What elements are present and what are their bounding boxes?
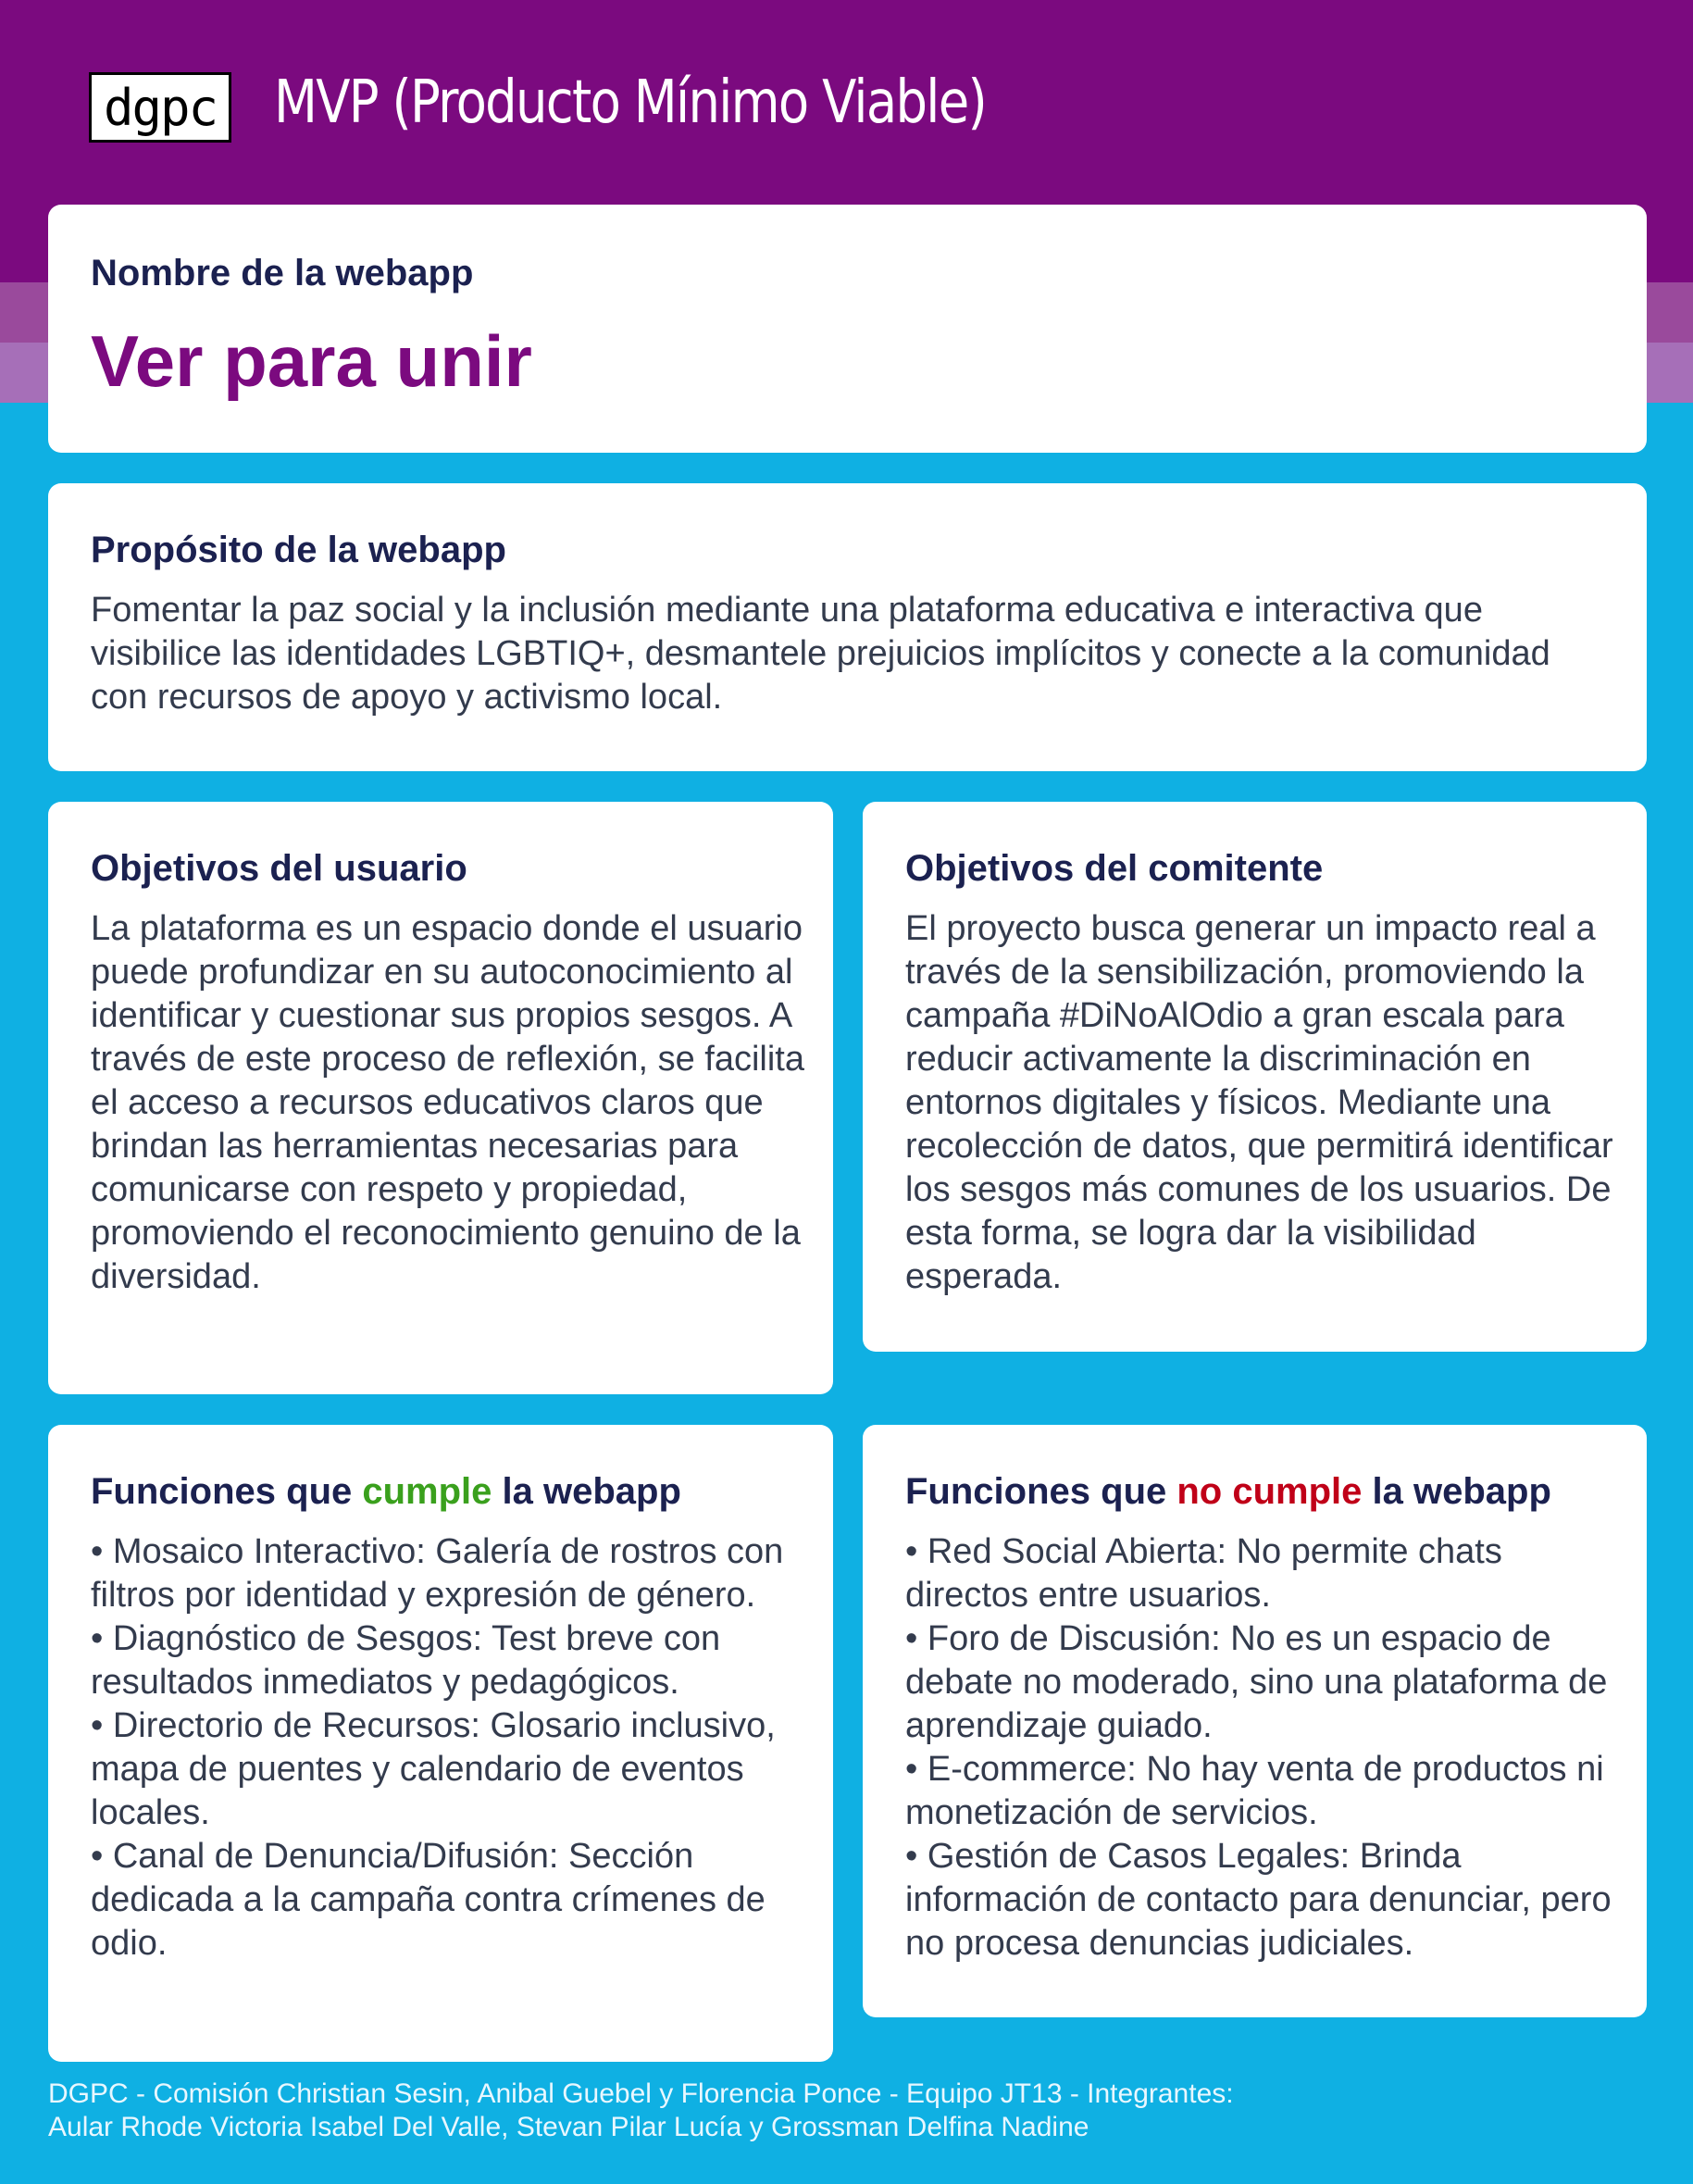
client-goals-text: El proyecto busca generar un impacto real a través de la sensibilización, promoviendo la campaña #DiNoAlOdio a gran escala para reducir activamente la discriminación en entornos digitales y físicos. Mediante una recolección de datos, que permitirá identificar los sesgos más comunes de los usuarios. De esta forma, se logra dar la visibilidad esperada. xyxy=(905,909,1613,1296)
client-goals-heading: Objetivos del comitente xyxy=(905,848,1324,889)
page-title: MVP (Producto Mínimo Viable) xyxy=(274,69,987,137)
list-item: • Mosaico Interactivo: Galería de rostros con filtros por identidad y expresión de género. xyxy=(91,1532,784,1615)
list-item: • Red Social Abierta: No permite chats directos entre usuarios. xyxy=(905,1532,1502,1615)
list-item: • Directorio de Recursos: Glosario inclusivo, mapa de puentes y calendario de eventos locales. xyxy=(91,1706,776,1832)
does-list xyxy=(91,1530,809,1966)
footer-line-1: DGPC - Comisión Christian Sesin, Anibal Guebel y Florencia Ponce - Equipo JT13 - Integrantes: xyxy=(48,2078,1234,2109)
does-heading-pre: Funciones que xyxy=(91,1471,363,1512)
footer xyxy=(48,2078,1234,2144)
does-not-heading-mark: no cumple xyxy=(1176,1471,1363,1512)
does-card xyxy=(48,1425,833,2062)
dgpc-logo: dgpc xyxy=(89,72,231,143)
user-goals-heading: Objetivos del usuario xyxy=(91,848,467,889)
purpose-heading: Propósito de la webapp xyxy=(91,530,506,570)
list-item: • Gestión de Casos Legales: Brinda información de contacto para denunciar, pero no procesa denuncias judiciales. xyxy=(905,1837,1612,1963)
does-heading-mark: cumple xyxy=(362,1471,492,1512)
name-card xyxy=(48,205,1647,453)
list-item: • E-commerce: No hay venta de productos ni monetización de servicios. xyxy=(905,1750,1604,1832)
webapp-name: Ver para unir xyxy=(91,320,532,402)
list-item: • Diagnóstico de Sesgos: Test breve con resultados inmediatos y pedagógicos. xyxy=(91,1619,721,1702)
does-heading xyxy=(91,1469,809,1514)
list-item: • Foro de Discusión: No es un espacio de debate no moderado, sino una plataforma de aprendizaje guiado. xyxy=(905,1619,1608,1745)
purpose-card xyxy=(48,483,1647,771)
user-goals-text: La plataforma es un espacio donde el usuario puede profundizar en su autoconocimiento al identificar y cuestionar sus propios sesgos. A través de este proceso de reflexión, se facilita el acceso a recursos educativos claros que brindan las herramientas necesarias para comunicarse con respeto y propiedad, promoviendo el reconocimiento genuino de la diversidad. xyxy=(91,909,804,1296)
list-item: • Canal de Denuncia/Difusión: Sección dedicada a la campaña contra crímenes de odio. xyxy=(91,1837,766,1963)
does-not-heading-pre: Funciones que xyxy=(905,1471,1177,1512)
purpose-text: Fomentar la paz social y la inclusión mediante una plataforma educativa e interactiva que visibilice las identidades LGBTIQ+, desmantele prejuicios implícitos y conecte a la comunidad con recursos de apoyo y activismo local. xyxy=(91,591,1550,717)
user-goals-card xyxy=(48,802,833,1394)
does-not-list xyxy=(905,1530,1634,1966)
does-not-card xyxy=(863,1425,1647,2017)
does-not-heading-post: la webapp xyxy=(1362,1471,1551,1512)
does-heading-post: la webapp xyxy=(492,1471,681,1512)
client-goals-card xyxy=(863,802,1647,1352)
footer-line-2: Aular Rhode Victoria Isabel Del Valle, Stevan Pilar Lucía y Grossman Delfina Nadine xyxy=(48,2112,1089,2142)
name-label: Nombre de la webapp xyxy=(91,253,474,293)
does-not-heading xyxy=(905,1469,1634,1514)
